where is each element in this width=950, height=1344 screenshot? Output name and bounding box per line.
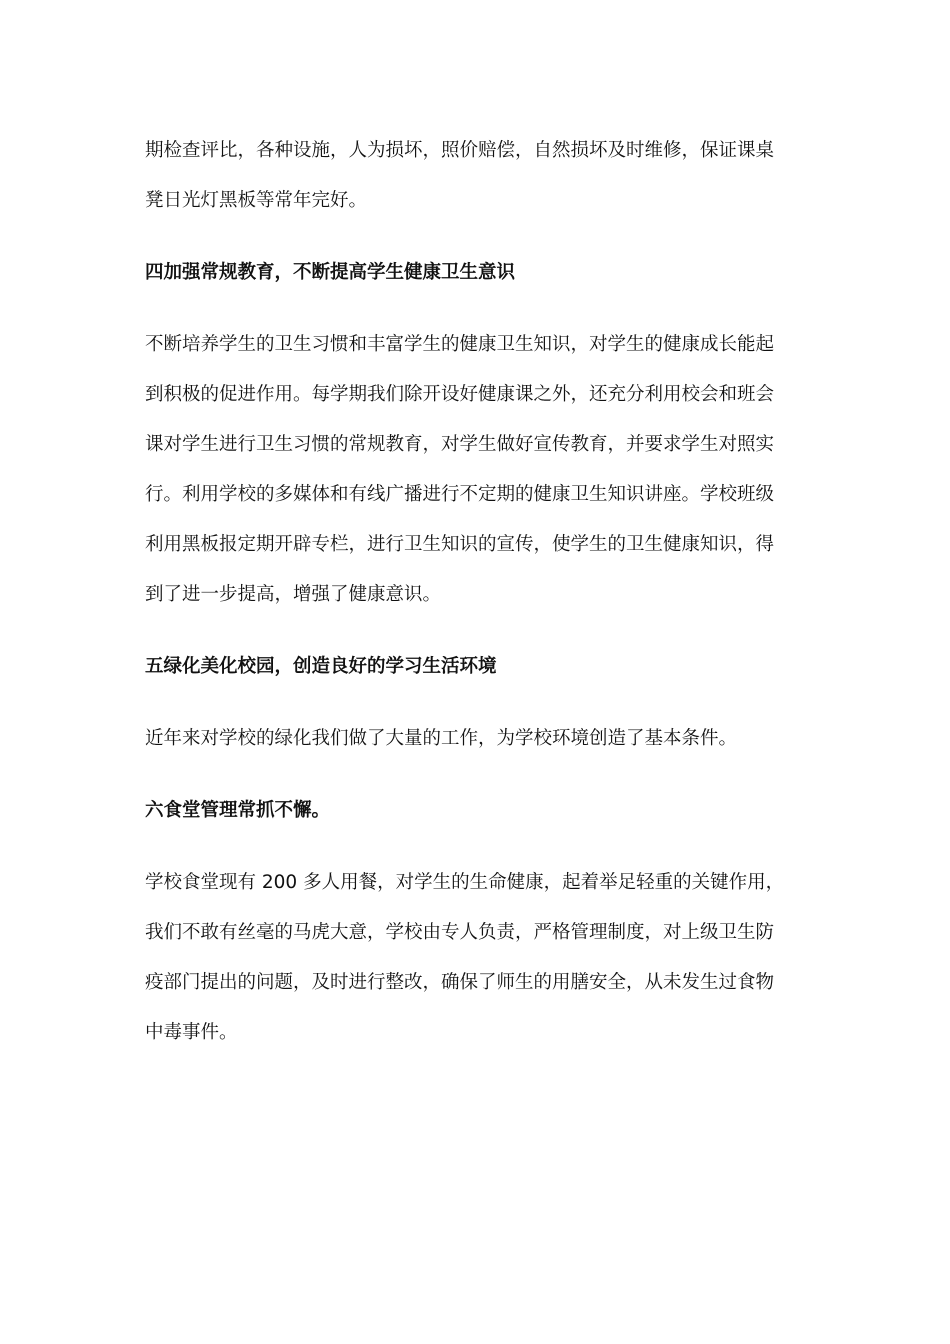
paragraph-line: 我们不敢有丝毫的马虎大意，学校由专人负责，严格管理制度，对上级卫生防	[145, 922, 775, 943]
paragraph-line: 利用黑板报定期开辟专栏，进行卫生知识的宣传，使学生的卫生健康知识，得	[145, 534, 775, 555]
paragraph-line: 到了进一步提高，增强了健康意识。	[145, 584, 442, 605]
paragraph-line: 课对学生进行卫生习惯的常规教育，对学生做好宣传教育，并要求学生对照实	[145, 434, 775, 455]
paragraph-line: 期检查评比，各种设施，人为损坏，照价赔偿，自然损坏及时维修，保证课桌	[145, 140, 775, 161]
section-heading: 六食堂管理常抓不懈。	[145, 800, 331, 821]
paragraph-line: 近年来对学校的绿化我们做了大量的工作，为学校环境创造了基本条件。	[145, 728, 738, 749]
section-heading: 四加强常规教育，不断提高学生健康卫生意识	[145, 262, 516, 283]
paragraph-line: 凳日光灯黑板等常年完好。	[145, 190, 368, 211]
paragraph-line: 行。利用学校的多媒体和有线广播进行不定期的健康卫生知识讲座。学校班级	[145, 484, 775, 505]
paragraph-line: 不断培养学生的卫生习惯和丰富学生的健康卫生知识，对学生的健康成长能起	[145, 334, 775, 355]
paragraph-line: 学校食堂现有 200 多人用餐，对学生的生命健康，起着举足轻重的关键作用，	[145, 872, 785, 893]
paragraph-line: 中毒事件。	[145, 1022, 238, 1043]
section-heading: 五绿化美化校园，创造良好的学习生活环境	[145, 656, 497, 677]
paragraph-line: 到积极的促进作用。每学期我们除开设好健康课之外，还充分利用校会和班会	[145, 384, 775, 405]
paragraph-line: 疫部门提出的问题，及时进行整改，确保了师生的用膳安全，从未发生过食物	[145, 972, 775, 993]
